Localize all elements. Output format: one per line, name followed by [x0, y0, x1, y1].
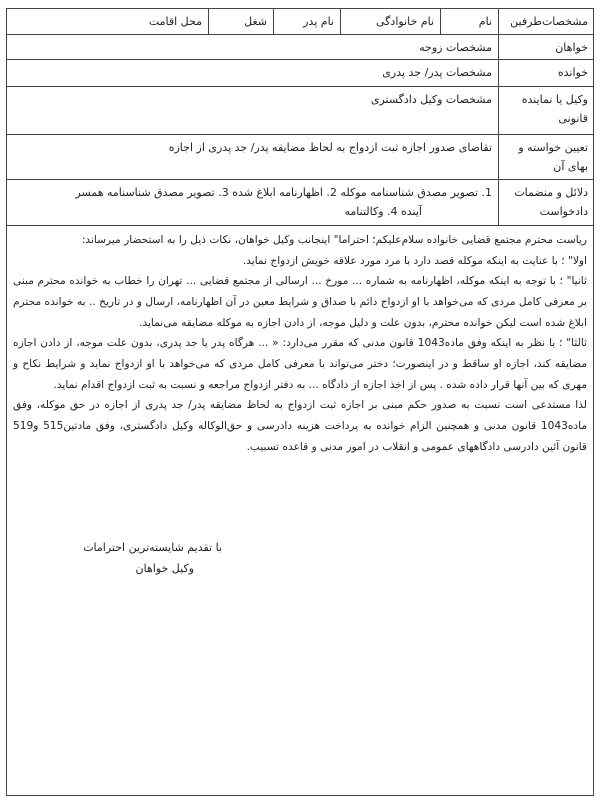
parties-row: [7, 9, 593, 35]
claim-label: تعیین خواسته و بهای آن: [498, 135, 593, 179]
petitioner-label: خواهان: [498, 35, 593, 59]
petitioner-value: مشخصات زوجه: [419, 41, 492, 54]
body-paragraph-request: لذا مستدعی است نسبت به صدور حکم مبنی بر اجازه ثبت ازدواج به لحاظ مضایقه پدر/ جد پدری از اجازه در حق موکله، وفق ماده1043 قانون مدنی و همچنین الزام خوانده به پرداخت هزینه دادرسی و حق‌الوکاله وکیل دادگستری، وفق مادتین515 و519 قانون آئین دادرسی دادگاههای عمومی و انقلاب در امور مدنی و قاعده تسبیب.: [13, 399, 588, 453]
field-last-name: نام خانوادگی: [340, 9, 440, 34]
respondent-label: خوانده: [498, 60, 593, 86]
signature-block: [62, 537, 222, 580]
evidence-row: [7, 180, 593, 226]
respondent-value: مشخصات پدر/ جد پدری: [382, 66, 492, 79]
body-paragraph-salutation: ریاست محترم مجتمع قضایی خانواده سلام‌علیکم؛ احتراما" اینجانب وکیل خواهان، نکات ذیل را به استحضار میرساند:: [81, 234, 587, 246]
lawyer-label: وکیل یا نماینده قانونی: [498, 87, 593, 134]
respondent-row: [7, 60, 593, 87]
evidence-value: [7, 180, 498, 225]
signature-regards: با تقدیم شایسته‌ترین احترامات: [83, 541, 222, 554]
signature-lawyer: وکیل خواهان: [135, 562, 194, 576]
claim-value: تقاضای صدور اجازه ثبت ازدواج به لحاظ مضایقه پدر/ جد پدری از اجازه: [168, 141, 492, 154]
field-father-name: نام پدر: [273, 9, 340, 34]
lawyer-value: مشخصات وکیل دادگستری: [370, 93, 492, 106]
petitioner-row: [7, 35, 593, 60]
body-paragraph-second: ثانیا" ؛ با توجه به اینکه موکله، اظهارنامه به شماره ... مورخ ... ارسالی از مجتمع قضایی ... تهران را خطاب به خوانده محترم مبنی بر معرفی کامل مردی که می‌خواهد با او ازدواج دائم با صداق و شرایط معین در آن اظهارنامه، ارسال و در تاریخ .. به خوانده محترم ابلاغ شده است لیکن خوانده محترم، بدون علت و دلیل موجه، از دادن اجازه به موکله مضایقه می‌نماید.: [13, 275, 587, 329]
claim-row: [7, 135, 593, 180]
field-first-name: نام: [440, 9, 498, 34]
petition-body: [7, 226, 593, 461]
evidence-label: دلائل و منضمات دادخواست: [498, 180, 593, 225]
field-occupation: شغل: [208, 9, 273, 34]
lawyer-row: [7, 87, 593, 135]
petition-document: [6, 8, 594, 796]
evidence-line-1: 1. تصویر مصدق شناسنامه موکله 2. اظهارنامه ابلاغ شده 3. تصویر مصدق شناسنامه همسر: [75, 186, 492, 199]
evidence-line-2: آینده 4. وکالتنامه: [344, 204, 422, 218]
field-residence: محل اقامت: [148, 15, 202, 28]
parties-fields: [7, 9, 498, 34]
body-paragraph-third: ثالثا" ؛ با نظر به اینکه وفق ماده1043 قانون مدنی که مقرر می‌دارد: « ... هرگاه پدر یا جد پدری، بدون علت موجه، از دادن اجازه مضایقه کند، اجازه او ساقط و در اینصورت؛ دختر می‌تواند با معرفی کامل مردی که می‌خواهد با او ازدواج نماید و شرایط نکاح و مهری که بین آنها قرار داده شده . پس از اخذ اجازه از دادگاه ... به دفتر ازدواج مراجعه و نسبت به ثبت ازدواج اقدام نماید.: [13, 337, 587, 391]
body-paragraph-first: اولا" ؛ با عنایت به اینکه موکله قصد دارد با مرد مورد علاقه خویش ازدواج نماید.: [242, 254, 587, 267]
parties-label: مشخصات‌طرفین: [498, 9, 593, 34]
